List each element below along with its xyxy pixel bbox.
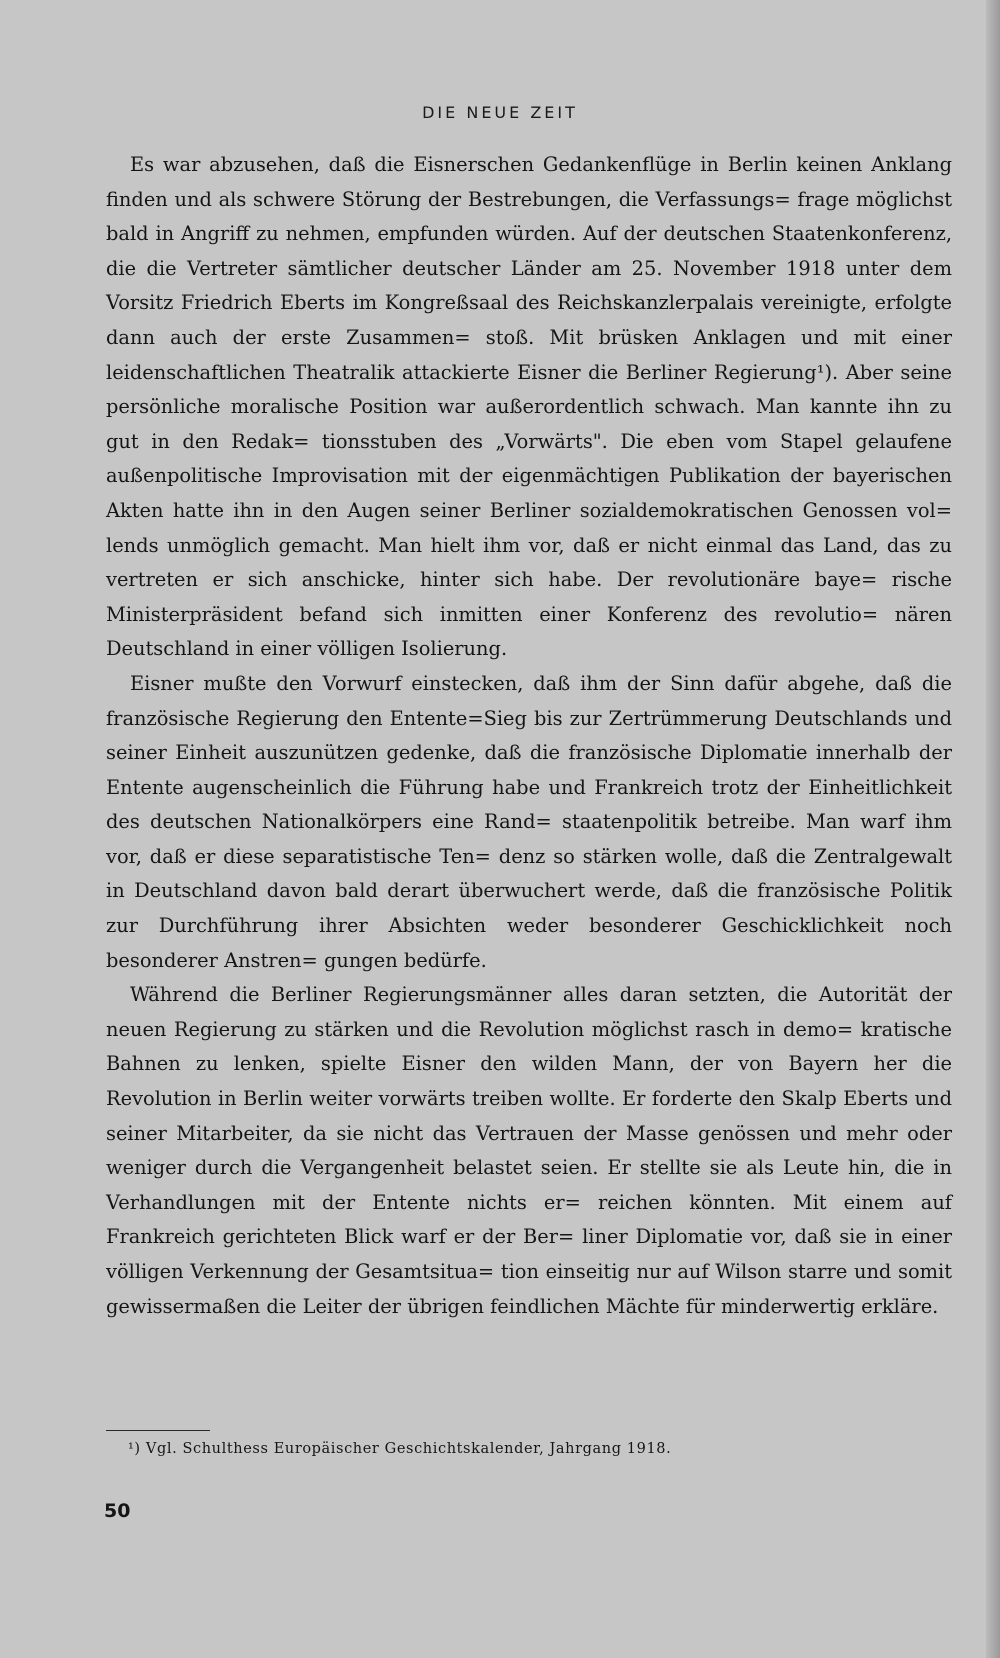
body-text bbox=[106, 148, 952, 1324]
running-header: DIE NEUE ZEIT bbox=[422, 103, 578, 122]
footnote-divider bbox=[106, 1430, 210, 1431]
paragraph-1: Es war abzusehen, daß die Eisnerschen Gedankenflüge in Berlin keinen Anklang finden und als schwere Störung der Bestrebungen, die Verfassungs= frage möglichst bald in Angriff zu nehmen, empfunden würden. Auf der deutschen Staatenkonferenz, die die Vertreter sämtlicher deutscher Länder am 25. November 1918 unter dem Vorsitz Friedrich Eberts im Kongreßsaal des Reichskanzlerpalais vereinigte, erfolgte dann auch der erste Zusammen= stoß. Mit brüsken Anklagen und mit einer leidenschaftlichen Theatralik attackierte Eisner die Berliner Regierung¹). Aber seine persönliche moralische Position war außerordentlich schwach. Man kannte ihn zu gut in den Redak= tionsstuben des „Vorwärts". Die eben vom Stapel gelaufene außenpolitische Improvisation mit der eigenmächtigen Publikation der bayerischen Akten hatte ihn in den Augen seiner Berliner sozialdemokratischen Genossen vol= lends unmöglich gemacht. Man hielt ihm vor, daß er nicht einmal das Land, das zu vertreten er sich anschicke, hinter sich habe. Der revolutionäre baye= rische Ministerpräsident befand sich inmitten einer Konferenz des revolutio= nären Deutschland in einer völligen Isolierung. bbox=[106, 153, 952, 661]
page-edge-shadow bbox=[986, 0, 1000, 1658]
page-number: 50 bbox=[104, 1500, 131, 1522]
footnote: ¹) Vgl. Schulthess Europäischer Geschichtskalender, Jahrgang 1918. bbox=[128, 1441, 672, 1457]
paragraph-2: Eisner mußte den Vorwurf einstecken, daß ihm der Sinn dafür abgehe, daß die französische Regierung den Entente=Sieg bis zur Zertrümmerung Deutschlands und seiner Einheit auszunützen gedenke, daß die französische Diplomatie innerhalb der Entente augenscheinlich die Führung habe und Frankreich trotz der Einheitlichkeit des deutschen Nationalkörpers eine Rand= staatenpolitik betreibe. Man warf ihm vor, daß er diese separatistische Ten= denz so stärken wolle, daß die Zentralgewalt in Deutschland davon bald derart überwuchert werde, daß die französische Politik zur Durchführung ihrer Absichten weder besonderer Geschicklichkeit noch besonderer Anstren= gungen bedürfe. bbox=[106, 671, 952, 972]
paragraph-3: Während die Berliner Regierungsmänner alles daran setzten, die Autorität der neuen Regierung zu stärken und die Revolution möglichst rasch in demo= kratische Bahnen zu lenken, spielte Eisner den wilden Mann, der von Bayern her die Revolution in Berlin weiter vorwärts treiben wollte. Er forderte den Skalp Eberts und seiner Mitarbeiter, da sie nicht das Vertrauen der Masse genössen und mehr oder weniger durch die Vergangenheit belastet seien. Er stellte sie als Leute hin, die in Verhandlungen mit der Entente nichts er= reichen könnten. Mit einem auf Frankreich gerichteten Blick warf er der Ber= liner Diplomatie vor, daß sie in einer völligen Verkennung der Gesamtsitua= tion einseitig nur auf Wilson starre und somit gewissermaßen die Leiter der übrigen feindlichen Mächte für minderwertig erkläre. bbox=[106, 983, 952, 1318]
